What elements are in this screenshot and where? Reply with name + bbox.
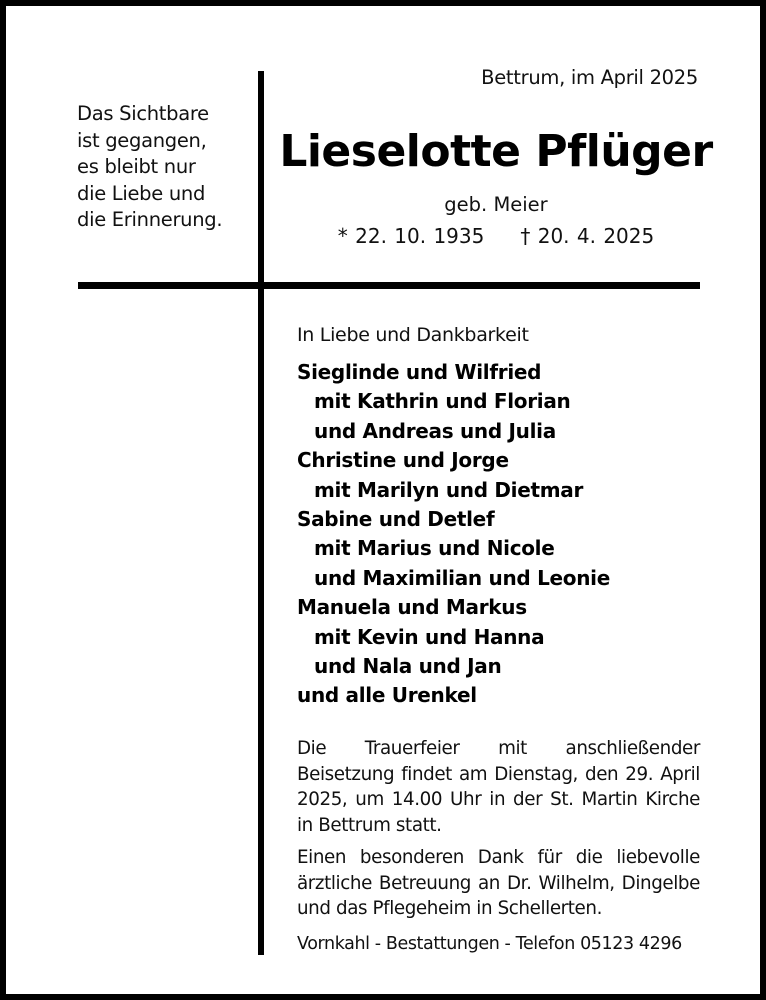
- mourner-line: und alle Urenkel: [297, 683, 477, 708]
- service-info: [297, 736, 700, 929]
- birth-date: * 22. 10. 1935: [337, 224, 485, 248]
- motto-line: die Liebe und: [77, 181, 206, 205]
- maiden-name: geb. Meier: [444, 193, 548, 216]
- thanks-note: Einen besonderen Dank für die liebevolle ärztliche Betreuung an Dr. Wilhelm, Dingelbe und das Pflegeheim in Schellerten.: [297, 847, 700, 919]
- motto-line: die Erinnerung.: [77, 208, 223, 231]
- mourner-line: und Maximilian und Leonie: [314, 565, 610, 590]
- mourner-line: und Nala und Jan: [314, 654, 502, 679]
- motto-quote: [77, 101, 252, 234]
- deceased-name: Lieselotte Pflüger: [279, 126, 713, 177]
- motto-line: Das Sichtbare: [77, 102, 209, 125]
- mourner-line: mit Kathrin und Florian: [314, 389, 571, 414]
- mourners-intro: In Liebe und Dankbarkeit: [297, 324, 529, 346]
- mourner-line: Sabine und Detlef: [297, 507, 495, 532]
- mourner-line: Christine und Jorge: [297, 448, 509, 473]
- mourner-line: mit Kevin und Hanna: [314, 624, 545, 649]
- death-date: † 20. 4. 2025: [520, 224, 655, 248]
- cross-horizontal-bar: [78, 282, 700, 289]
- mourner-line: und Andreas und Julia: [314, 418, 556, 443]
- place-date: Bettrum, im April 2025: [481, 66, 698, 89]
- life-dates: [276, 224, 716, 248]
- mourner-line: Sieglinde und Wilfried: [297, 360, 542, 384]
- mourner-line: Manuela und Markus: [297, 595, 527, 620]
- mourners-list: [297, 358, 610, 711]
- funeral-details: Die Trauerfeier mit anschließender Beisetzung findet am Dienstag, den 29. April 2025, um 14.00 Uhr in der St. Martin Kirche in Bettrum statt.: [297, 738, 700, 836]
- cross-vertical-bar: [258, 71, 264, 955]
- mourner-line: mit Marilyn und Dietmar: [314, 477, 584, 502]
- undertaker-contact: Vornkahl - Bestattungen - Telefon 05123 4296: [297, 934, 682, 954]
- motto-line: ist gegangen,: [77, 128, 207, 152]
- mourner-line: mit Marius und Nicole: [314, 536, 555, 561]
- motto-line: es bleibt nur: [77, 155, 196, 178]
